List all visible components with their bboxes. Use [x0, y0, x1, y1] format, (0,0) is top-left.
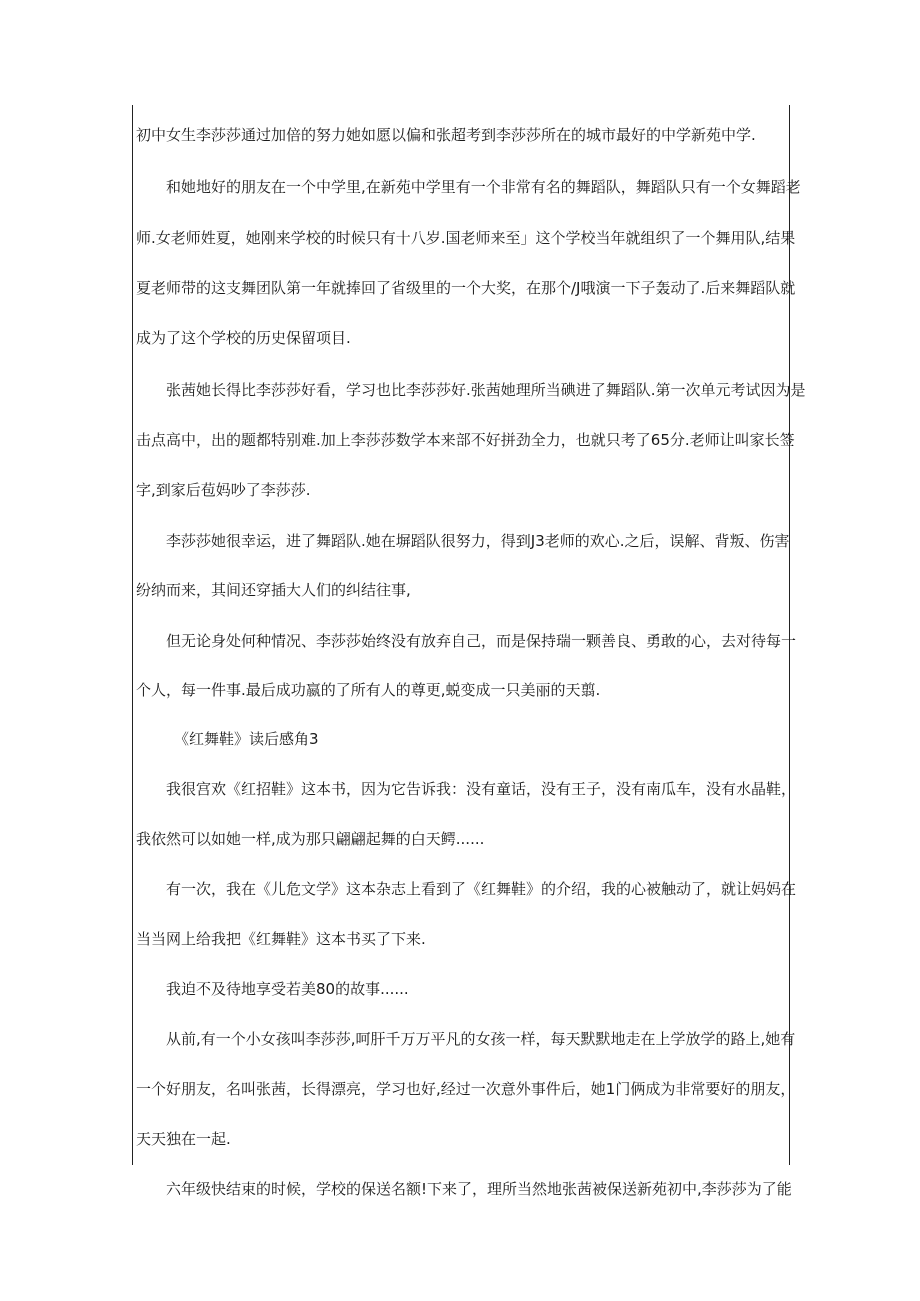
text-line: 纷纳而来，其间还穿插大人们的纠结往事, — [136, 581, 411, 599]
section-heading: 《红舞鞋》读后感角3 — [174, 730, 319, 748]
text-line: 从前,有一个小女孩叫李莎莎,呵肝千万万平凡的女孩一样，每天默默地走在上学放学的路上,她有 — [166, 1030, 796, 1048]
text-line: 我迫不及待地享受若美80的故事...... — [166, 980, 409, 998]
text-line: 张茜她长得比李莎莎好看，学习也比李莎莎好.张茜她理所当碘进了舞蹈队.第一次单元考试因为是 — [166, 381, 806, 399]
text-line: 师.女老师姓夏，她刚来学校的时候只有十八岁.国老师来至」这个学校当年就组织了一个舞用队,结果 — [136, 229, 796, 247]
text-line: 初中女生李莎莎通过加倍的努力她如愿以偏和张超考到李莎莎所在的城市最好的中学新苑中学. — [136, 126, 756, 144]
text-line: 天天独在一起. — [136, 1130, 231, 1148]
text-line: 字,到家后苞妈吵了李莎莎. — [136, 481, 311, 499]
text-line: 李莎莎她很幸运，进了舞蹈队.她在塀蹈队很努力，得到J3老师的欢心.之后，误解、背叛、伤害 — [166, 532, 790, 550]
text-line: 六年级快结束的时候，学校的保送名额!下来了，理所当然地张茜被保送新苑初中,李莎莎为了能 — [166, 1180, 792, 1198]
text-line: 我依然可以如她一样,成为那只翩翩起舞的白天鳄...... — [136, 830, 485, 848]
text-line: 成为了这个学校的历史保留项目. — [136, 329, 351, 347]
text-line: 当当网上给我把《红舞鞋》这本书买了下来. — [136, 930, 426, 948]
text-line: 个人，每一件事.最后成功嬴的了所有人的尊更,蜕变成一只美丽的天翦. — [136, 681, 601, 699]
text-line: 一个好朋友，名叫张茜，长得漂亮，学习也好,经过一次意外事件后，她1门俩成为非常要好的朋友， — [136, 1080, 796, 1098]
text-line: 和她地好的朋友在一个中学里,在新苑中学里有一个非常有名的舞蹈队，舞蹈队只有一个女舞蹈老 — [166, 178, 801, 196]
text-line: 有一次，我在《儿危文学》这本杂志上看到了《红舞鞋》的介绍，我的心被触动了，就让妈妈在 — [166, 880, 797, 898]
text-line: 但无论身处何种情况、李莎莎始终没有放弃自己，而是保持瑞一颗善良、勇敢的心，去对待每一 — [166, 632, 797, 650]
text-line: 我很宫欢《红招鞋》这本书，因为它告诉我：没有童话，没有王子，没有南瓜车，没有水晶鞋， — [166, 780, 797, 798]
text-line: 夏老师带的这支舞团队第一年就捧回了省级里的一个大奖，在那个/J哦演一下子轰动了.后来舞蹈队就 — [136, 279, 796, 297]
text-line: 击点高中，出的题都特别难.加上李莎莎数学本来部不好拼劲全力，也就只考了65分.老师让叫家长签 — [136, 431, 795, 449]
